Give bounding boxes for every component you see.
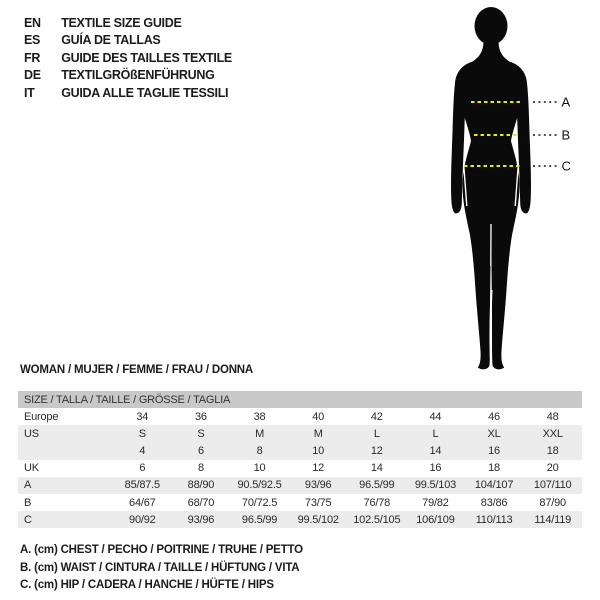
cell: 40 [312,410,325,423]
lang-code: IT [24,85,35,100]
cell: 34 [136,410,149,423]
marker-label-b: B [561,127,571,143]
cell: XL [465,425,524,442]
legend-chest: A. (cm) CHEST / PECHO / POITRINE / TRUHE / PETTO [20,544,303,556]
language-title-list [24,15,232,102]
row-label: C [18,511,113,528]
cell: S [172,425,231,442]
lang-code: EN [24,16,41,30]
row-label: UK [24,462,39,475]
cell: 10 [289,442,348,459]
woman-silhouette-figure [420,0,600,380]
cell: L [406,425,465,442]
marker-label-a: A [561,94,571,110]
lang-title: GUIDE DES TAILLES TEXTILE [61,50,232,65]
cell: 93/96 [172,511,231,528]
row-label: B [24,496,32,509]
table-row-us-letters [18,425,582,442]
cell: 90.5/92.5 [230,477,289,494]
cell: 48 [546,410,559,423]
table-row-uk [18,460,582,477]
lang-code: DE [24,68,41,83]
section-title: WOMAN / MUJER / FEMME / FRAU / DONNA [20,364,254,376]
cell: 8 [230,442,289,459]
lang-row-de [24,67,232,84]
cell: 18 [488,462,500,475]
cell: 16 [465,442,524,459]
cell: 14 [370,462,383,475]
lang-row-fr [24,50,232,67]
legend-waist: B. (cm) WAIST / CINTURA / TAILLE / HÜFTUNG / VITA [20,561,300,574]
cell: 44 [429,410,442,423]
cell: 8 [197,462,204,475]
cell: 16 [429,462,442,475]
cell: 6 [172,442,231,459]
lang-title: GUÍA DE TALLAS [61,33,161,48]
calf-gap [490,290,491,358]
lang-title: GUIDA ALLE TAGLIE TESSILI [61,85,229,100]
cell: 90/92 [113,511,172,528]
cell: 93/96 [289,477,348,494]
cell: 4 [113,442,172,459]
cell: 73/75 [304,496,332,509]
lang-row-en [24,15,232,32]
cell: XXL [523,425,582,442]
cell: 79/82 [422,496,449,509]
table-row-waist [18,494,582,511]
lang-title: TEXTILE SIZE GUIDE [61,16,182,30]
cell: 83/86 [480,496,508,509]
cell: 68/70 [187,496,215,509]
marker-label-c: C [561,158,571,174]
cell: 14 [406,442,465,459]
cell: 96.5/99 [230,511,289,528]
measurement-legend [20,542,303,595]
cell: 107/110 [523,477,582,494]
cell: 102.5/105 [348,511,407,528]
cell: 46 [488,410,500,423]
cell: 96.5/99 [348,477,407,494]
cell: 36 [195,410,207,423]
cell: 99.5/103 [406,477,465,494]
cell: 64/67 [129,496,156,509]
cell: 42 [370,410,383,423]
cell: 110/113 [465,511,524,528]
lang-code: FR [24,50,41,65]
size-table [18,391,582,528]
cell: 10 [253,462,266,475]
cell: M [289,425,348,442]
cell: 12 [312,462,325,475]
row-label: A [18,477,113,494]
cell: 114/119 [523,511,582,528]
lang-code: ES [24,33,41,48]
cell: 6 [139,462,146,475]
table-header-row [18,391,582,408]
cell: 12 [348,442,407,459]
cell: 20 [546,462,559,475]
cell: M [230,425,289,442]
row-label: US [18,425,113,442]
table-row-chest [18,477,582,494]
cell: S [113,425,172,442]
cell: 70/72.5 [241,496,278,509]
cell: L [348,425,407,442]
row-label: Europe [24,410,59,423]
cell: 18 [523,442,582,459]
table-row-hip [18,511,582,528]
cell: 88/90 [172,477,231,494]
row-label [18,442,113,459]
lang-title: TEXTILGRÖßENFÜHRUNG [61,68,215,83]
cell: 106/109 [406,511,465,528]
cell: 38 [253,410,266,423]
table-row-europe [18,408,582,425]
cell: 99.5/102 [289,511,348,528]
table-row-us-numbers [18,442,582,459]
cell: 104/107 [465,477,524,494]
table-header-label: SIZE / TALLA / TAILLE / GRÖSSE / TAGLIA [18,391,582,408]
cell: 87/90 [539,496,566,509]
lang-row-es [24,32,232,49]
lang-row-it [24,85,232,102]
legend-hip: C. (cm) HIP / CADERA / HANCHE / HÜFTE / HIPS [20,579,274,592]
cell: 85/87.5 [113,477,172,494]
cell: 76/78 [363,496,391,509]
